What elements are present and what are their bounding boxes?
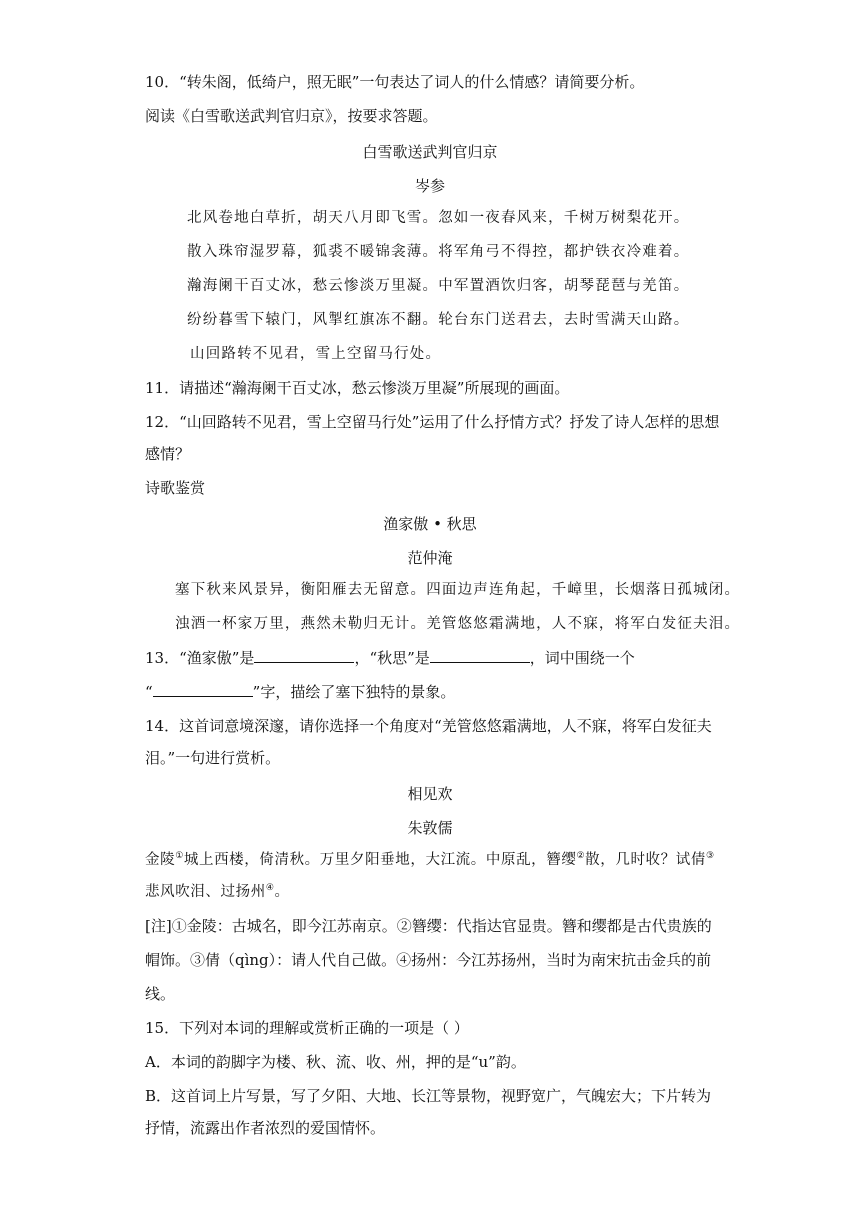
option-b-line1: B．这首词上片写景，写了夕阳、大地、长江等景物，视野宽广，气魄宏大；下片转为 [145, 1087, 712, 1105]
footnote-marker: ③ [705, 851, 715, 861]
poem3-line [145, 850, 715, 870]
answer-blank[interactable] [254, 648, 354, 663]
poem3-text: 金陵 [145, 852, 176, 868]
question-11: 11．请描述“瀚海阑干百丈冰，愁云惨淡万里凝”所展现的画面。 [145, 379, 570, 397]
footnote-marker: ② [576, 851, 586, 861]
poem2-author: 范仲淹 [407, 549, 453, 567]
question-13-line1 [145, 648, 635, 668]
question-14-line2: 泪。”一句进行赏析。 [145, 749, 281, 767]
question-12-line1: 12．“山回路转不见君，雪上空留马行处”运用了什么抒情方式？抒发了诗人怎样的思想 [145, 413, 720, 431]
question-10: 10．“转朱阁，低绮户，照无眠”一句表达了词人的什么情感？请简要分析。 [145, 73, 645, 91]
poem3-title: 相见欢 [407, 785, 453, 803]
poem3-author: 朱敦儒 [407, 819, 453, 837]
poem1-line: 散入珠帘湿罗幕，狐裘不暖锦衾薄。将军角弓不得控，都护铁衣冷难着。 [187, 244, 690, 260]
q13-text: ，“秋思”是 [354, 649, 430, 667]
question-14-line1: 14．这首词意境深邃，请你选择一个角度对“羌管悠悠霜满地，人不寐，将军白发征夫 [145, 717, 712, 735]
question-13-line2 [145, 682, 455, 702]
poem2-line: 浊酒一杯家万里，燕然未勒归无计。羌管悠悠霜满地，人不寐，将军白发征夫泪。 [175, 616, 741, 632]
notes-line1: [注]①金陵：古城名，即今江苏南京。②簪缨：代指达官显贵。簪和缨都是古代贵族的 [145, 917, 712, 935]
answer-blank[interactable] [430, 648, 530, 663]
notes-line2: 帽饰。③倩（qìng）：请人代自己做。④扬州：今江苏扬州，当时为南宋抗击金兵的前 [145, 951, 712, 969]
poem2-line: 塞下秋来风景异，衡阳雁去无留意。四面边声连角起，千嶂里，长烟落日孤城闭。 [175, 582, 741, 598]
poem1-author: 岑参 [414, 177, 445, 195]
poem3-text: 散，几时收？试倩 [585, 852, 706, 868]
q13-text: 13．“渔家傲”是 [145, 649, 255, 667]
poem3-text: 悲风吹泪、过扬州 [145, 884, 266, 900]
q13-text: ，词中围绕一个 [529, 649, 635, 667]
footnote-marker: ④ [265, 883, 275, 893]
reading-instruction: 阅读《白雪歌送武判官归京》，按要求答题。 [145, 107, 438, 125]
poem3-line [145, 882, 290, 902]
footnote-marker: ① [175, 851, 184, 861]
poem2-title: 渔家傲 • 秋思 [383, 515, 477, 533]
question-12-line2: 感情？ [145, 445, 191, 463]
poem1-line: 山回路转不见君，雪上空留马行处。 [190, 346, 442, 362]
section-heading: 诗歌鉴赏 [145, 479, 206, 497]
answer-blank[interactable] [153, 682, 253, 697]
poem3-text: 城上西楼，倚清秋。万里夕阳垂地，大江流。中原乱，簪缨 [183, 852, 577, 868]
q13-text: “ [145, 683, 153, 701]
poem1-line: 北风卷地白草折，胡天八月即飞雪。忽如一夜春风来，千树万树梨花开。 [187, 210, 690, 226]
poem1-title: 白雪歌送武判官归京 [362, 143, 498, 161]
poem1-line: 瀚海阑干百丈冰，愁云惨淡万里凝。中军置酒饮归客，胡琴琵琶与羌笛。 [187, 278, 690, 294]
poem1-line: 纷纷暮雪下辕门，风掣红旗冻不翻。轮台东门送君去，去时雪满天山路。 [187, 312, 690, 328]
q13-text: ”字，描绘了塞下独特的景象。 [252, 683, 456, 701]
question-15: 15．下列对本词的理解或赏析正确的一项是（ ） [145, 1019, 469, 1037]
notes-line3: 线。 [145, 985, 176, 1003]
poem3-text: 。 [274, 884, 290, 900]
option-b-line2: 抒情，流露出作者浓烈的爱国情怀。 [145, 1119, 386, 1137]
option-a: A．本词的韵脚字为楼、秋、流、收、州，押的是“u”韵。 [145, 1053, 526, 1071]
